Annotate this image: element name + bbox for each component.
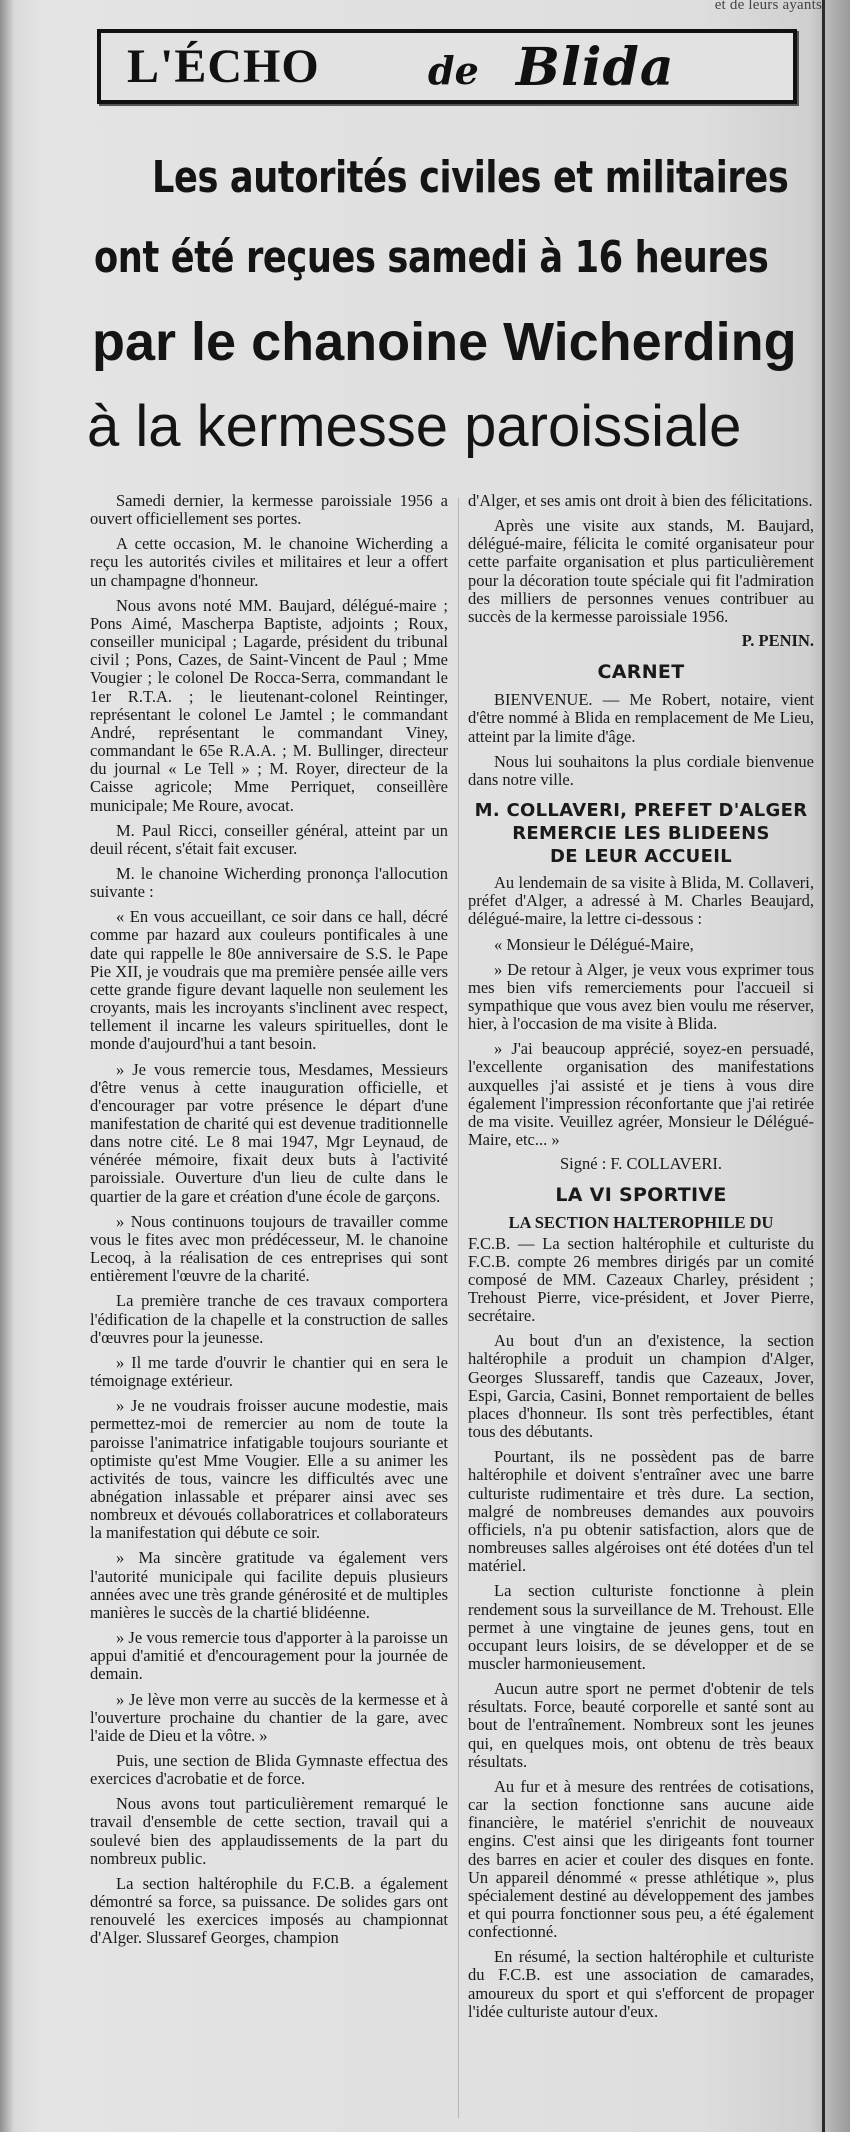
- prefet-title-line-2: REMERCIE LES BLIDEENS: [512, 823, 770, 845]
- prefet-title-line-3: DE LEUR ACCUEIL: [550, 846, 732, 868]
- paragraph: Nous avons tout particulièrement remarqué le travail d'ensemble de cette section, travail qui a soulevé bien des applaudissements de la part du nombreux public.: [90, 1794, 448, 1868]
- masthead: [97, 29, 797, 104]
- article-column-2: [468, 492, 814, 2021]
- headline-line-3: par le chanoine Wicherding: [92, 312, 797, 372]
- paragraph: La première tranche de ces travaux comportera l'édification de la chapelle et la construction de salles d'œuvres pour la jeunesse.: [90, 1291, 448, 1347]
- paragraph: Au lendemain de sa visite à Blida, M. Collaveri, préfet d'Alger, a adressé à M. Charles Beaujard, délégué-maire, la lettre ci-dessous :: [468, 873, 814, 929]
- article-headline: [87, 138, 812, 470]
- paragraph: BIENVENUE. — Me Robert, notaire, vient d'être nommé à Blida en remplacement de Me Lieu, atteint par la limite d'âge.: [468, 690, 814, 746]
- paragraph: M. le chanoine Wicherding prononça l'allocution suivante :: [90, 863, 448, 902]
- masthead-blida: Blida: [516, 37, 675, 98]
- paragraph: Après une visite aux stands, M. Baujard, délégué-maire, félicita le comité organisateur pour cette parfaite organisation et plus particulièrement pour la décoration toute spéciale qui fit l'admiration des milliers de personnes venues contribuer au succès de la kermesse paroissiale 1956.: [468, 516, 814, 626]
- paragraph: Nous lui souhaitons la plus cordiale bienvenue dans notre ville.: [468, 751, 814, 789]
- headline-line-2: ont été reçues samedi à 16 heures: [94, 232, 769, 283]
- paragraph: » Il me tarde d'ouvrir le chantier qui en sera le témoignage extérieur.: [90, 1352, 448, 1391]
- paragraph: » Nous continuons toujours de travailler comme vous le fites avec mon prédécesseur, M. le chanoine Lecoq, à la réalisation de ces entreprises qui sont entièrement l'œuvre de la charité.: [90, 1211, 448, 1286]
- paragraph: Samedi dernier, la kermesse paroissiale 1956 a ouvert officiellement ses portes.: [90, 491, 448, 529]
- headline-line-1: Les autorités civiles et militaires: [152, 152, 789, 203]
- section-title-sport: LA VI SPORTIVE: [555, 1184, 727, 1207]
- paragraph: « En vous accueillant, ce soir dans ce hall, décré comme par hazard aux couleurs pontificales à une date qui rappelle le 80e anniversaire de S.S. le Pape Pie XII, je voudrais que ma première pensée aille vers cette grande figure devant laquelle non seulement les croyants, mais les incroyants s'inclinent avec respect, tellement il incarne les valeurs spirituelles, dont le monde d'aujourd'hui a tant besoin.: [90, 907, 448, 1054]
- prefet-signature: Signé : F. COLLAVERI.: [559, 1154, 722, 1174]
- paragraph: Puis, une section de Blida Gymnaste effectua des exercices d'acrobatie et de force.: [90, 1751, 448, 1789]
- paragraph: A cette occasion, M. le chanoine Wicherding a reçu les autorités civiles et militaires et leur a offert un champagne d'honneur.: [90, 534, 448, 590]
- paragraph: » De retour à Alger, je veux vous exprimer tous mes bien vifs remerciements pour l'accueil si sympathique que vous avez bien voulu me réserver, hier, à l'occasion de ma visite à Blida.: [468, 959, 814, 1034]
- paragraph: Pourtant, ils ne possèdent pas de barre haltérophile et doivent s'entraîner avec une barre culturiste rudimentaire et très dure. La section, malgré de nombreuses demandes aux pouvoirs officiels, n'a pu obtenir satisfaction, alors que de nombreuses salles algéroises ont été dotées d'un tel matériel.: [468, 1447, 814, 1576]
- article-column-1: [90, 492, 448, 1948]
- masthead-echo: L'ÉCHO: [127, 40, 320, 93]
- paragraph: Au fur et à mesure des rentrées de cotisations, car la section fonctionne sans aucune aide financière, le matériel s'enrichit de nouveaux engins. C'est ainsi que les dirigeants font tourner des barres en acier et couler des disques en fonte. Un appareil dénommé « presse athlétique », plus spécialement destiné au développement des jambes et qui pourra fonctionner sous peu, a été également confectionné.: [468, 1776, 814, 1942]
- paragraph: Au bout d'un an d'existence, la section haltérophile a produit un champion d'Alger, Georges Slussareff, tandis que Cazeaux, Jover, Espi, Garcia, Casini, Bonnet remportaient de belles places d'honneur. Ils sont très perfectibles, étant tous des débutants.: [468, 1331, 814, 1442]
- paragraph: » Ma sincère gratitude va également vers l'autorité municipale qui facilite depuis plusieurs années avec une très grande générosité et de multiples manières le succès de la chartié blidéenne.: [90, 1548, 448, 1622]
- prefet-title-line-1: M. COLLAVERI, PREFET D'ALGER: [474, 800, 808, 822]
- paragraph: F.C.B. — La section haltérophile et culturiste du F.C.B. compte 26 membres dirigés par un comité composé de MM. Cazeaux Charley, président ; Trehoust Pierre, vice-président, et Jover Pierre, secrétaire.: [468, 1233, 814, 1326]
- column-rule: [822, 0, 825, 2132]
- masthead-de: de: [428, 48, 479, 93]
- headline-line-4: à la kermesse paroissiale: [87, 394, 742, 459]
- paragraph: La section haltérophile du F.C.B. a également démontré sa force, sa puissance. De solides gars ont renouvelé les exercices imposés au championnat d'Alger. Slussaref Georges, champion: [90, 1873, 448, 1948]
- previous-article-tail: et de leurs ayants: [714, 0, 822, 13]
- paragraph: » Je ne voudrais froisser aucune modestie, mais permettez-moi de remercier au nom de toute la paroisse l'animatrice infatigable toujours souriante et optimiste qu'est Mme Vougier. Elle a su animer les activités de tous, vaincre les difficultés avec une abnégation inlassable et préparer ainsi avec ses nombreux et dévoués collaboratrices et collaborateurs la manifestation qui débute ce soir.: [90, 1396, 448, 1543]
- paragraph: La section culturiste fonctionne à plein rendement sous la surveillance de M. Trehoust. Elle permet à une vingtaine de jeunes gens, tout en occupant leurs loisirs, de se développer et de se muscler harmonieusement.: [468, 1581, 814, 1673]
- section-title-prefet: [468, 799, 814, 868]
- subsection-title-halterophile: LA SECTION HALTEROPHILE DU: [508, 1213, 774, 1233]
- paragraph: » Je lève mon verre au succès de la kermesse et à l'ouverture prochaine du chantier de la gare, avec l'aide de Dieu et la vôtre. »: [90, 1689, 448, 1745]
- column-divider: [458, 498, 459, 2118]
- paragraph: d'Alger, et ses amis ont droit à bien des félicitations.: [468, 491, 813, 510]
- paragraph: M. Paul Ricci, conseiller général, atteint par un deuil récent, s'était fait excuser.: [90, 820, 448, 858]
- paragraph: Nous avons noté MM. Baujard, délégué-maire ; Pons Aimé, Mascherpa Baptiste, adjoints ; Roux, conseiller municipal ; Lagarde, président du tribunal civil ; Pons, Cazes, de Saint-Vincent de Paul ; Mme Vougier ; le colonel De Rocca-Serra, commandant le 1er R.T.A. ; le lieutenant-colonel Reintinger, représentant le colonel Le Jamtel ; le commandant André, représentant le commandant Viney, commandant le 65e R.A.A. ; M. Bullinger, directeur du journal « Le Tell » ; M. Royer, directeur de la Caisse agricole; Mme Perriquet, conseillère municipale; Me Roure, avocat.: [90, 595, 448, 815]
- paragraph: » Je vous remercie tous, Mesdames, Messieurs d'être venus à cette inauguration officielle, et d'encourager par votre présence le départ d'une manifestation de charité qui est devenue traditionnelle dans notre cité. Le 8 mai 1947, Mgr Leynaud, de vénérée mémoire, fixait deux buts à l'activité paroissiale. Ouverture d'un lieu de culte dans le quartier de la gare et création d'une école de garçons.: [90, 1059, 448, 1206]
- paragraph: » Je vous remercie tous d'apporter à la paroisse un appui d'amitié et d'encouragement pour la journée de demain.: [90, 1628, 448, 1684]
- paragraph: En résumé, la section haltérophile et culturiste du F.C.B. est une association de camarades, amoureux du sport et qui s'efforcent de propager l'idée culturiste autour d'eux.: [468, 1947, 814, 2021]
- section-title-carnet: CARNET: [597, 661, 685, 684]
- paragraph: Aucun autre sport ne permet d'obtenir de tels résultats. Force, beauté corporelle et santé sont au bout de l'entraînement. Nombreux sont les jeunes qui, en quelques mois, ont obtenu de très beaux résultats.: [468, 1679, 814, 1771]
- paragraph: » J'ai beaucoup apprécié, soyez-en persuadé, l'excellente organisation des manifestations auxquelles j'ai assisté et je tiens à vous dire également l'impression réconfortante que j'ai retirée de ma visite. Veuillez agréer, Monsieur le Délégué-Maire, etc... »: [468, 1039, 814, 1150]
- author-signature: P. PENIN.: [741, 631, 814, 651]
- paragraph: « Monsieur le Délégué-Maire,: [494, 934, 694, 954]
